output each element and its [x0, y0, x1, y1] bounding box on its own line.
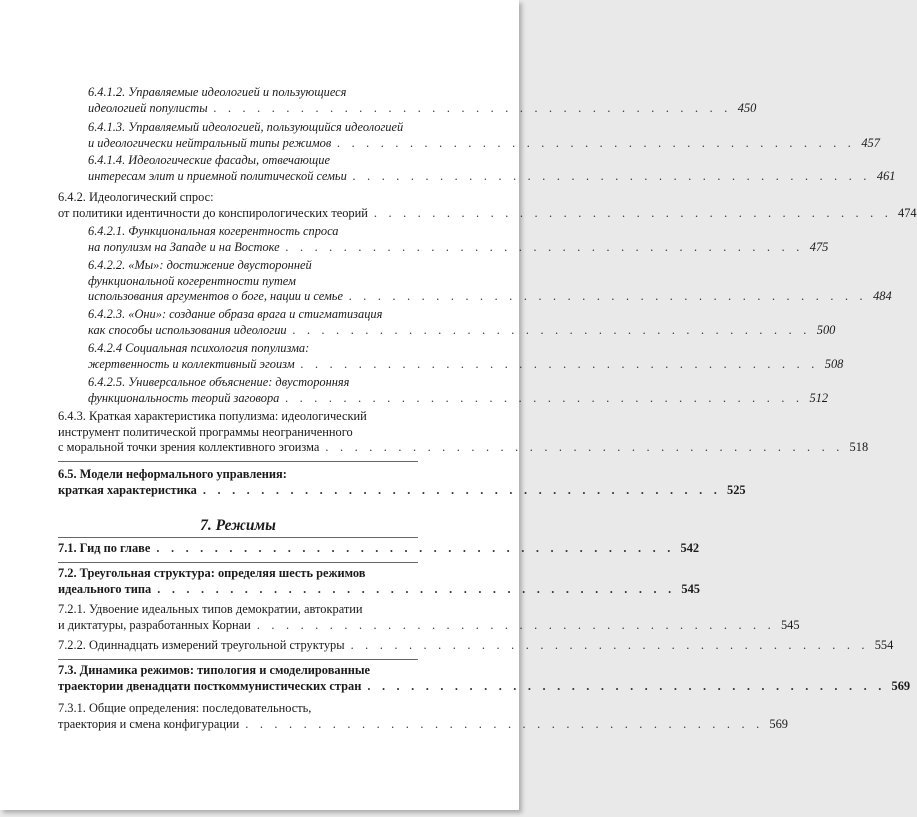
leader-dots: . . . . . . . . . . . . . . . . . . . . . . . . . . . . . . . . . . . . [256, 617, 775, 632]
toc-page-number: 569 [891, 678, 911, 693]
toc-page-number: 554 [874, 638, 894, 652]
toc-entry-line: 6.4.2.3. «Они»: создание образа врага и стигматизация [88, 307, 383, 321]
toc-page-number: 475 [809, 239, 829, 254]
toc-entry-line: инструмент политической программы неограниченного [58, 424, 353, 439]
leader-dots: . . . . . . . . . . . . . . . . . . . . . . . . . . . . . . . . . . . . [292, 322, 811, 337]
toc-entry-line: от политики идентичности до конспирологических теорий [58, 205, 368, 220]
toc-entry-line: с моральной точки зрения коллективного эгоизма [58, 440, 320, 454]
toc-entry-line: 7.2. Треугольная структура: определяя шесть режимов [58, 566, 366, 580]
toc-entry-7-2-2 [58, 638, 894, 654]
leader-dots: . . . . . . . . . . . . . . . . . . . . . . . . . . . . . . . . . . . . [367, 678, 886, 693]
toc-entry-line: траектория и смена конфигурации [58, 716, 240, 731]
toc-entry-line: использования аргументов о боге, нации и семье [88, 289, 343, 303]
toc-entry-6-4-2 [58, 190, 917, 221]
toc-entry-6-4-2-2 [88, 258, 892, 305]
toc-entry-line: 6.4.2. Идеологический спрос: [58, 190, 214, 204]
toc-page-number: 545 [681, 581, 700, 596]
toc-entry-7-3 [58, 663, 911, 694]
toc-page-number: 542 [680, 541, 700, 555]
toc-entry-line: 7.2.2. Одиннадцать измерений треугольной структуры [58, 638, 345, 652]
toc-entry-line: идеального типа [58, 581, 152, 596]
chapter-heading: 7. Режимы [200, 517, 276, 534]
toc-entry-line: 6.4.2.2. «Мы»: достижение двусторонней [88, 258, 312, 272]
toc-entry-line: и диктатуры, разработанных Корнаи [58, 617, 251, 632]
toc-entry-6-4-1-3 [88, 120, 880, 151]
leader-dots: . . . . . . . . . . . . . . . . . . . . . . . . . . . . . . . . . . . . [352, 168, 871, 183]
leader-dots: . . . . . . . . . . . . . . . . . . . . . . . . . . . . . . . . . . . . [245, 716, 764, 731]
toc-page-number: 500 [816, 322, 836, 337]
toc-entry-line: траектории двенадцати посткоммунистических стран [58, 678, 362, 693]
toc-entry-line: 7.1. Гид по главе [58, 541, 151, 555]
leader-dots: . . . . . . . . . . . . . . . . . . . . . . . . . . . . . . . . . . . . [157, 581, 676, 596]
toc-page-number: 461 [876, 168, 896, 183]
toc-entry-7-2-1 [58, 602, 800, 633]
toc-page-number: 457 [861, 135, 880, 150]
leader-dots: . . . . . . . . . . . . . . . . . . . . . . . . . . . . . . . . . . . . [373, 205, 893, 220]
toc-entry-line: краткая характеристика [58, 482, 197, 497]
toc-entry-line: 6.4.2.1. Функциональная когерентность спроса [88, 224, 339, 238]
toc-page-number: 508 [824, 356, 844, 371]
toc-entry-6-4-1-2 [88, 85, 757, 116]
toc-entry-7-1 [58, 541, 700, 557]
toc-entry-6-4-3 [58, 409, 869, 456]
toc-entry-line: функциональность теорий заговора [88, 390, 280, 405]
toc-entry-line: 6.4.2.5. Универсальное объяснение: двусторонняя [88, 375, 350, 389]
toc-entry-7-2 [58, 566, 700, 597]
toc-entry-line: жертвенность и коллективный эгоизм [88, 356, 295, 371]
leader-dots: . . . . . . . . . . . . . . . . . . . . . . . . . . . . . . . . . . . . [156, 541, 675, 555]
section-divider [58, 562, 418, 563]
toc-page-number: 474 [898, 205, 917, 220]
toc-entry-line: идеологией популисты [88, 100, 208, 115]
toc-entry-line: 6.5. Модели неформального управления: [58, 467, 287, 481]
toc-entry-line: 6.4.1.4. Идеологические фасады, отвечающие [88, 153, 330, 167]
toc-entry-6-4-2-3 [88, 307, 836, 338]
leader-dots: . . . . . . . . . . . . . . . . . . . . . . . . . . . . . . . . . . . . [285, 390, 804, 405]
toc-page-number: 484 [873, 289, 892, 303]
section-divider [58, 461, 418, 462]
toc-entry-line: как способы использования идеологии [88, 322, 287, 337]
leader-dots: . . . . . . . . . . . . . . . . . . . . . . . . . . . . . . . . . . . . [337, 135, 856, 150]
toc-entry-6-4-1-4 [88, 153, 896, 184]
toc-entry-7-3-1 [58, 701, 788, 732]
toc-page-number: 518 [849, 440, 869, 454]
toc-entry-6-4-2-5 [88, 375, 829, 406]
toc-page-number: 545 [780, 617, 800, 632]
toc-entry-line: 6.4.1.3. Управляемый идеологией, пользующийся идеологией [88, 120, 404, 134]
toc-entry-6-4-2-4 [88, 341, 844, 372]
toc-page-number: 450 [737, 100, 757, 115]
leader-dots: . . . . . . . . . . . . . . . . . . . . . . . . . . . . . . . . . . . . [350, 638, 869, 652]
section-divider [58, 537, 418, 538]
toc-page-number: 569 [769, 716, 788, 731]
toc-entry-line: 6.4.1.2. Управляемые идеологией и пользующиеся [88, 85, 347, 99]
toc-entry-line: и идеологически нейтральный типы режимов [88, 135, 332, 150]
leader-dots: . . . . . . . . . . . . . . . . . . . . . . . . . . . . . . . . . . . . [300, 356, 819, 371]
toc-entry-line: 7.3. Динамика режимов: типология и смоделированные [58, 663, 371, 677]
toc-entry-line: интересам элит и приемной политической семьи [88, 168, 347, 183]
toc-entry-line: 6.4.2.4 Социальная психология популизма: [88, 341, 310, 355]
leader-dots: . . . . . . . . . . . . . . . . . . . . . . . . . . . . . . . . . . . . [285, 239, 804, 254]
toc-entry-line: на популизм на Западе и на Востоке [88, 239, 280, 254]
section-divider [58, 659, 418, 660]
toc-page-number: 512 [809, 390, 829, 405]
toc-page-number: 525 [727, 482, 746, 497]
leader-dots: . . . . . . . . . . . . . . . . . . . . . . . . . . . . . . . . . . . . [325, 440, 844, 454]
leader-dots: . . . . . . . . . . . . . . . . . . . . . . . . . . . . . . . . . . . . [348, 289, 868, 303]
toc-entry-line: 7.2.1. Удвоение идеальных типов демократии, автократии [58, 602, 363, 616]
toc-entry-line: функциональной когерентности путем [88, 273, 296, 288]
leader-dots: . . . . . . . . . . . . . . . . . . . . . . . . . . . . . . . . . . . . [213, 100, 732, 115]
toc-entry-6-4-2-1 [88, 224, 829, 255]
toc-entry-line: 6.4.3. Краткая характеристика популизма: идеологический [58, 409, 367, 423]
toc-entry-line: 7.3.1. Общие определения: последовательность, [58, 701, 312, 715]
toc-entry-6-5 [58, 467, 746, 498]
leader-dots: . . . . . . . . . . . . . . . . . . . . . . . . . . . . . . . . . . . . [202, 482, 722, 497]
